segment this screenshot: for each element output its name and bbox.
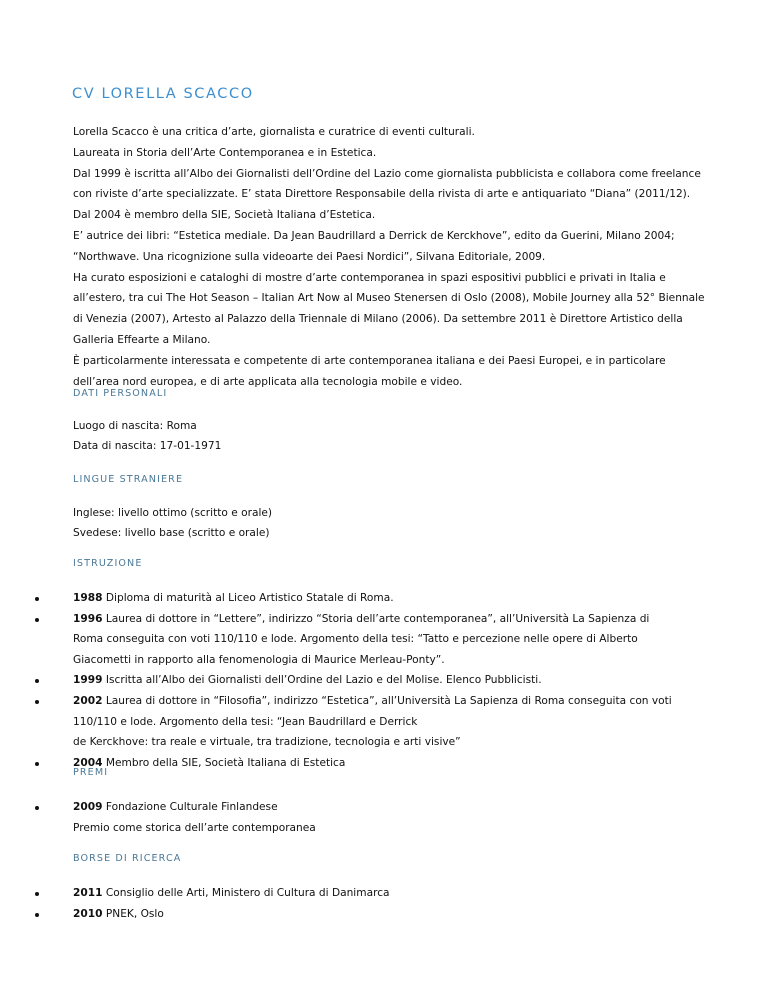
intro-paragraph: Dal 1999 è iscritta all’Albo dei Giornalisti dell’Ordine del Lazio come giornalista pubblicista e collabora come freelance con riviste d’arte specializzate. E’ stata Direttore Responsabile della rivista di arte e antiquariato “Diana” (2011/12). <box>73 167 701 201</box>
item-year: 1999 <box>73 674 103 687</box>
list-item <box>0 588 693 609</box>
list-item <box>0 797 693 838</box>
intro-paragraph: È particolarmente interessata e competente di arte contemporanea italiana e dei Paesi Europei, e in particolare dell’area nord europea, e di arte applicata alla tecnologia mobile e video. <box>73 354 666 388</box>
birthdate-line: Data di nascita: 17-01-1971 <box>73 440 222 453</box>
section-heading-languages: LINGUE STRANIERE <box>73 474 184 485</box>
item-text: Fondazione Culturale Finlandese <box>105 801 278 813</box>
bullet-icon <box>35 700 39 704</box>
section-heading-personal: DATI PERSONALI <box>73 388 168 399</box>
list-item <box>0 609 693 671</box>
item-year: 1996 <box>73 612 103 625</box>
bullet-icon <box>35 892 39 896</box>
item-text: de Kerckhove: tra reale e virtuale, tra tradizione, tecnologia e arti visive” <box>73 736 461 749</box>
item-text: Membro della SIE, Società Italiana di Estetica <box>105 756 346 769</box>
bullet-icon <box>35 618 39 622</box>
list-item <box>0 904 693 925</box>
item-text: Giacometti in rapporto alla fenomenologia di Maurice Merleau-Ponty”. <box>73 653 445 666</box>
intro-paragraph: Dal 2004 è membro della SIE, Società Italiana d’Estetica. <box>73 209 376 222</box>
intro-paragraph: Ha curato esposizioni e cataloghi di mostre d’arte contemporanea in spazi espositivi pubblici e privati in Italia e all’estero, tra cui The Hot Season – Italian Art Now al Museo Stenersen di Oslo (2008), Mobile Journey alla 52° Biennale di Venezia (2007), Artesto al Palazzo della Triennale di Milano (2006). Da settembre 2011 è Direttore Artistico della Galleria Effearte a Milano. <box>73 271 705 346</box>
personal-details <box>73 416 221 457</box>
bullet-icon <box>35 597 39 601</box>
item-text: 110/110 e lode. Argomento della tesi: “Jean Baudrillard e Derrick <box>73 715 418 728</box>
item-text: Consiglio delle Arti, Ministero di Cultura di Danimarca <box>105 887 390 899</box>
item-text: Premio come storica dell’arte contemporanea <box>73 821 316 834</box>
language-line: Inglese: livello ottimo (scritto e orale) <box>73 507 273 519</box>
document-title: CV LORELLA SCACCO <box>72 86 254 102</box>
item-text: Laurea di dottore in “Lettere”, indirizzo “Storia dell’arte contemporanea”, all’Università La Sapienza di <box>105 612 650 625</box>
section-heading-education: ISTRUZIONE <box>73 558 143 569</box>
bullet-icon <box>35 806 39 810</box>
item-year: 2011 <box>73 887 103 899</box>
item-year: 2009 <box>73 801 103 813</box>
list-item <box>0 883 693 904</box>
language-list <box>73 503 272 544</box>
item-text: Diploma di maturità al Liceo Artistico Statale di Roma. <box>105 592 394 604</box>
intro-paragraph: E’ autrice dei libri: “Estetica mediale. Da Jean Baudrillard a Derrick de Kerckhove”, edito da Guerini, Milano 2004; “Northwave. Una ricognizione sulla videoarte dei Paesi Nordici”, Silvana Editoriale, 2009. <box>73 229 675 263</box>
intro-paragraph: Lorella Scacco è una critica d’arte, giornalista e curatrice di eventi culturali. <box>73 126 475 138</box>
list-item <box>0 670 693 691</box>
item-year: 2010 <box>73 907 103 920</box>
bullet-icon <box>35 679 39 683</box>
bullet-icon <box>35 762 39 766</box>
list-item <box>0 691 693 753</box>
intro-section <box>73 122 713 392</box>
item-text: Iscritta all’Albo dei Giornalisti dell’Ordine del Lazio e del Molise. Elenco Pubblicisti. <box>105 674 542 687</box>
item-text: Roma conseguita con voti 110/110 e lode. Argomento della tesi: “Tatto e percezione nelle opere di Alberto <box>73 633 638 646</box>
section-heading-awards: PREMI <box>73 767 109 778</box>
intro-paragraph: Laureata in Storia dell’Arte Contemporanea e in Estetica. <box>73 146 377 159</box>
item-text: PNEK, Oslo <box>105 907 164 920</box>
grants-list <box>0 883 768 924</box>
education-list <box>0 588 768 773</box>
item-year: 2004 <box>73 756 103 769</box>
item-text: Laurea di dottore in “Filosofia”, indirizzo “Estetica”, all’Università La Sapienza di Roma conseguita con voti <box>105 694 672 707</box>
item-year: 2002 <box>73 694 103 707</box>
awards-list <box>0 797 768 838</box>
section-heading-grants: BORSE DI RICERCA <box>73 853 182 864</box>
item-year: 1988 <box>73 592 103 604</box>
bullet-icon <box>35 913 39 917</box>
language-line: Svedese: livello base (scritto e orale) <box>73 527 270 540</box>
birthplace-line: Luogo di nascita: Roma <box>73 420 197 432</box>
